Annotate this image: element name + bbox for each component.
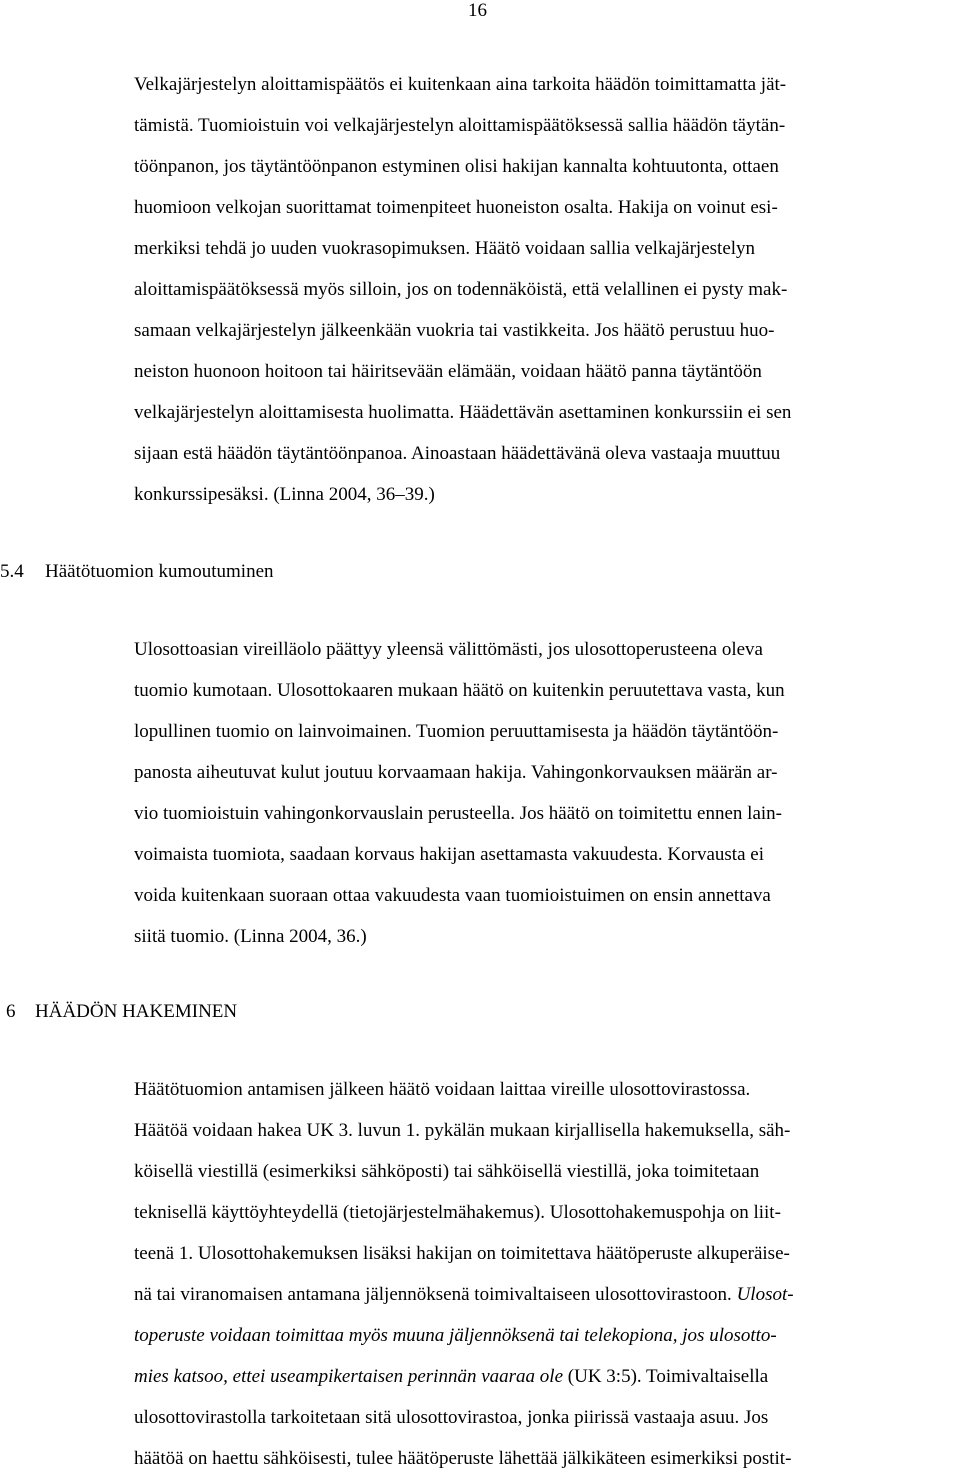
- chapter-title: HÄÄDÖN HAKEMINEN: [35, 1001, 238, 1022]
- section-heading-5-4: [0, 558, 274, 586]
- italic-text: Ulosot-: [736, 1284, 794, 1305]
- text-line: konkurssipesäksi. (Linna 2004, 36–39.): [134, 484, 435, 505]
- text-line: voimaista tuomiota, saadaan korvaus hakijan asettamasta vakuudesta. Korvausta ei: [134, 844, 764, 865]
- text-line: teknisellä käyttöyhteydellä (tietojärjestelmähakemus). Ulosottohakemuspohja on liit-: [134, 1202, 781, 1223]
- text-line: samaan velkajärjestelyn jälkeenkään vuokria tai vastikkeita. Jos häätö perustuu huo-: [134, 320, 775, 341]
- italic-text: toperuste voidaan toimittaa myös muuna jäljennöksenä tai telekopiona, jos ulosotto-: [134, 1325, 777, 1346]
- text-line: velkajärjestelyn aloittamisesta huolimatta. Häädettävän asettaminen konkurssiin ei sen: [134, 402, 792, 423]
- text-line: Häätöä voidaan hakea UK 3. luvun 1. pykälän mukaan kirjallisella hakemuksella, säh-: [134, 1120, 791, 1141]
- text-line: Häätötuomion antamisen jälkeen häätö voidaan laittaa vireille ulosottovirastossa.: [134, 1079, 751, 1100]
- text-line: panosta aiheutuvat kulut joutuu korvaamaan hakija. Vahingonkorvauksen määrän ar-: [134, 762, 778, 783]
- text-line: [134, 1274, 794, 1315]
- italic-text: mies katsoo, ettei useampikertaisen perinnän vaaraa ole: [134, 1366, 564, 1387]
- section-number: 5.4: [0, 561, 24, 582]
- chapter-number: 6: [6, 1001, 16, 1022]
- text-line: tuomio kumotaan. Ulosottokaaren mukaan häätö on kuitenkin peruutettava vasta, kun: [134, 680, 785, 701]
- text-line: lopullinen tuomio on lainvoimainen. Tuomion peruuttamisesta ja häädön täytäntöön-: [134, 721, 779, 742]
- text-segment: (UK 3:5). Toimivaltaisella: [563, 1366, 769, 1387]
- paragraph-haadon-hakeminen: [134, 1069, 794, 1479]
- text-line: [134, 1315, 794, 1356]
- chapter-heading-6: [6, 998, 237, 1026]
- text-line: aloittamispäätöksessä myös silloin, jos on todennäköistä, että velallinen ei pysty mak-: [134, 279, 788, 300]
- text-line: häätöä on haettu sähköisesti, tulee häätöperuste lähettää jälkikäteen esimerkiksi postit-: [134, 1448, 792, 1469]
- text-line: voida kuitenkaan suoraan ottaa vakuudesta vaan tuomioistuimen on ensin annettava: [134, 885, 771, 906]
- text-line: vio tuomioistuin vahingonkorvauslain perusteella. Jos häätö on toimitettu ennen lain-: [134, 803, 782, 824]
- text-line: tämistä. Tuomioistuin voi velkajärjestelyn aloittamispäätöksessä sallia häädön täytän-: [134, 115, 786, 136]
- text-line: teenä 1. Ulosottohakemuksen lisäksi hakijan on toimitettava häätöperuste alkuperäise-: [134, 1243, 790, 1264]
- text-segment: nä tai viranomaisen antamana jäljennöksenä toimivaltaiseen ulosottovirastoon.: [134, 1284, 732, 1305]
- text-line: neiston huonoon hoitoon tai häiritsevään elämään, voidaan häätö panna täytäntöön: [134, 361, 762, 382]
- text-line: siitä tuomio. (Linna 2004, 36.): [134, 926, 367, 947]
- text-line: [134, 1356, 794, 1397]
- paragraph-kumoutuminen: [134, 629, 785, 957]
- paragraph-velkajarjestely: [134, 64, 791, 515]
- text-line: huomioon velkojan suorittamat toimenpiteet huoneiston osalta. Hakija on voinut esi-: [134, 197, 778, 218]
- page-number: 16: [468, 0, 487, 21]
- section-title: Häätötuomion kumoutuminen: [45, 561, 274, 582]
- text-line: merkiksi tehdä jo uuden vuokrasopimuksen. Häätö voidaan sallia velkajärjestelyn: [134, 238, 756, 259]
- text-line: ulosottovirastolla tarkoitetaan sitä ulosottovirastoa, jonka piirissä vastaaja asuu. Jos: [134, 1407, 769, 1428]
- text-line: Velkajärjestelyn aloittamispäätös ei kuitenkaan aina tarkoita häädön toimittamatta jät-: [134, 74, 787, 95]
- text-line: Ulosottoasian vireilläolo päättyy yleensä välittömästi, jos ulosottoperusteena oleva: [134, 639, 763, 660]
- text-line: köisellä viestillä (esimerkiksi sähköposti) tai sähköisellä viestillä, joka toimitetaan: [134, 1161, 760, 1182]
- text-line: töönpanon, jos täytäntöönpanon estyminen olisi hakijan kannalta kohtuutonta, ottaen: [134, 156, 779, 177]
- text-line: sijaan estä häädön täytäntöönpanoa. Ainoastaan häädettävänä oleva vastaaja muuttuu: [134, 443, 781, 464]
